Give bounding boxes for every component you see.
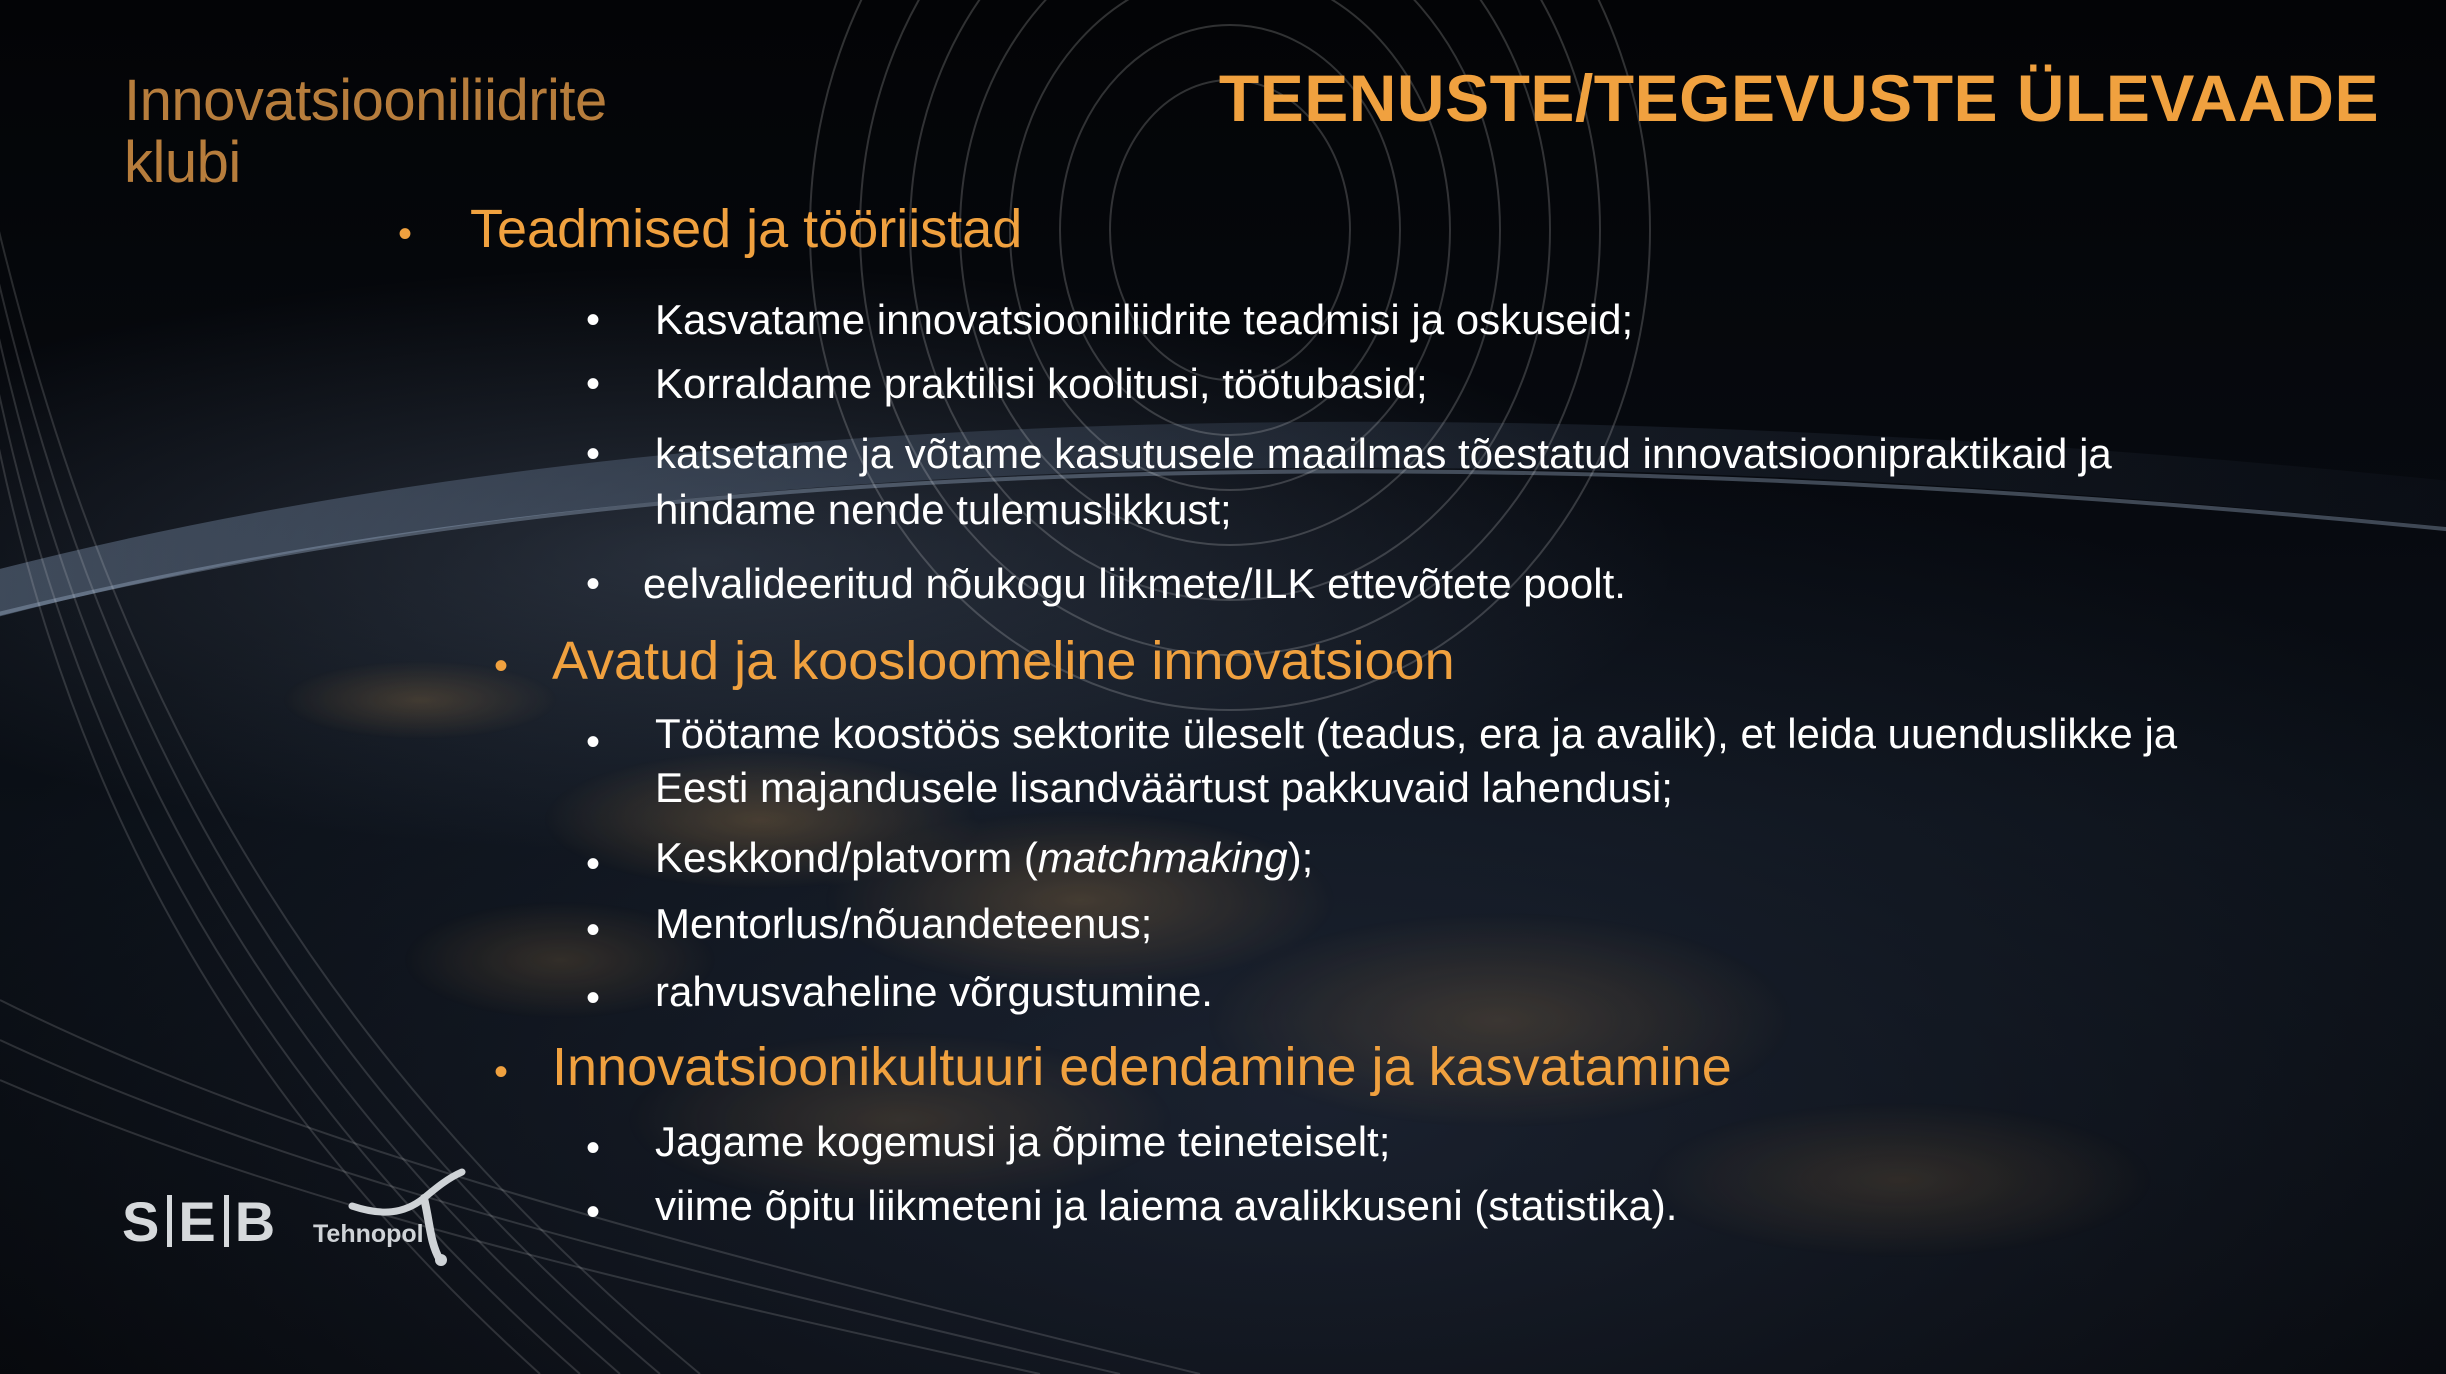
list-bullet: • <box>586 1126 601 1170</box>
seb-letter: B <box>234 1189 278 1253</box>
list-item: katsetame ja võtame kasutusele maailmas tõestatud innovatsioonipraktikaid ja <box>655 430 2112 477</box>
section-heading-culture: Innovatsioonikultuuri edendamine ja kasvatamine <box>552 1037 1732 1097</box>
list-bullet: • <box>586 908 601 952</box>
list-bullet: • <box>586 362 601 406</box>
list-bullet: • <box>586 1190 601 1234</box>
slide-title: TEENUSTE/TEGEVUSTE ÜLEVAADE <box>1218 61 2379 135</box>
list-item <box>655 830 1313 886</box>
list-item-text: Keskkond/platvorm ( <box>655 834 1038 881</box>
list-bullet: • <box>586 432 601 476</box>
list-bullet: • <box>586 976 601 1020</box>
list-item: viime õpitu liikmeteni ja laiema avalikkuseni (statistika). <box>655 1182 1678 1229</box>
tehnopol-logo-text: Tehnopol <box>313 1220 424 1248</box>
list-item: Jagame kogemusi ja õpime teineteiselt; <box>655 1118 1391 1165</box>
list-item: Kasvatame innovatsiooniliidrite teadmisi ja oskuseid; <box>655 296 1634 343</box>
list-item-continuation: hindame nende tulemuslikkust; <box>655 486 1232 533</box>
seb-letter: E <box>178 1189 218 1253</box>
list-item: Korraldame praktilisi koolitusi, töötubasid; <box>655 360 1428 407</box>
club-title-line2: klubi <box>124 130 241 195</box>
list-bullet: • <box>586 842 601 886</box>
list-bullet: • <box>586 562 601 606</box>
seb-letter: S <box>122 1189 162 1253</box>
list-item-continuation: Eesti majandusele lisandväärtust pakkuvaid lahendusi; <box>655 764 1673 811</box>
list-item: Töötame koostöös sektorite üleselt (teadus, era ja avalik), et leida uuenduslikke ja <box>655 710 2178 757</box>
section-bullet: • <box>494 1050 509 1094</box>
club-title-line1: Innovatsiooniliidrite <box>124 68 607 133</box>
list-item: eelvalideeritud nõukogu liikmete/ILK ettevõtete poolt. <box>643 560 1626 607</box>
seb-divider <box>167 1195 172 1247</box>
section-heading-open-innovation: Avatud ja koosloomeline innovatsioon <box>552 631 1455 691</box>
seb-logo <box>122 1189 278 1253</box>
section-bullet: • <box>398 212 413 256</box>
list-bullet: • <box>586 720 601 764</box>
tehnopol-logo-mark-icon <box>312 1168 482 1268</box>
list-item-italic: matchmaking <box>1037 834 1288 881</box>
list-item: rahvusvaheline võrgustumine. <box>655 968 1213 1015</box>
seb-divider <box>224 1195 229 1247</box>
list-item: Mentorlus/nõuandeteenus; <box>655 900 1153 947</box>
section-heading-knowledge: Teadmised ja tööriistad <box>470 199 1023 259</box>
list-item-text: ); <box>1287 834 1314 881</box>
section-bullet: • <box>494 644 509 688</box>
list-bullet: • <box>586 298 601 342</box>
